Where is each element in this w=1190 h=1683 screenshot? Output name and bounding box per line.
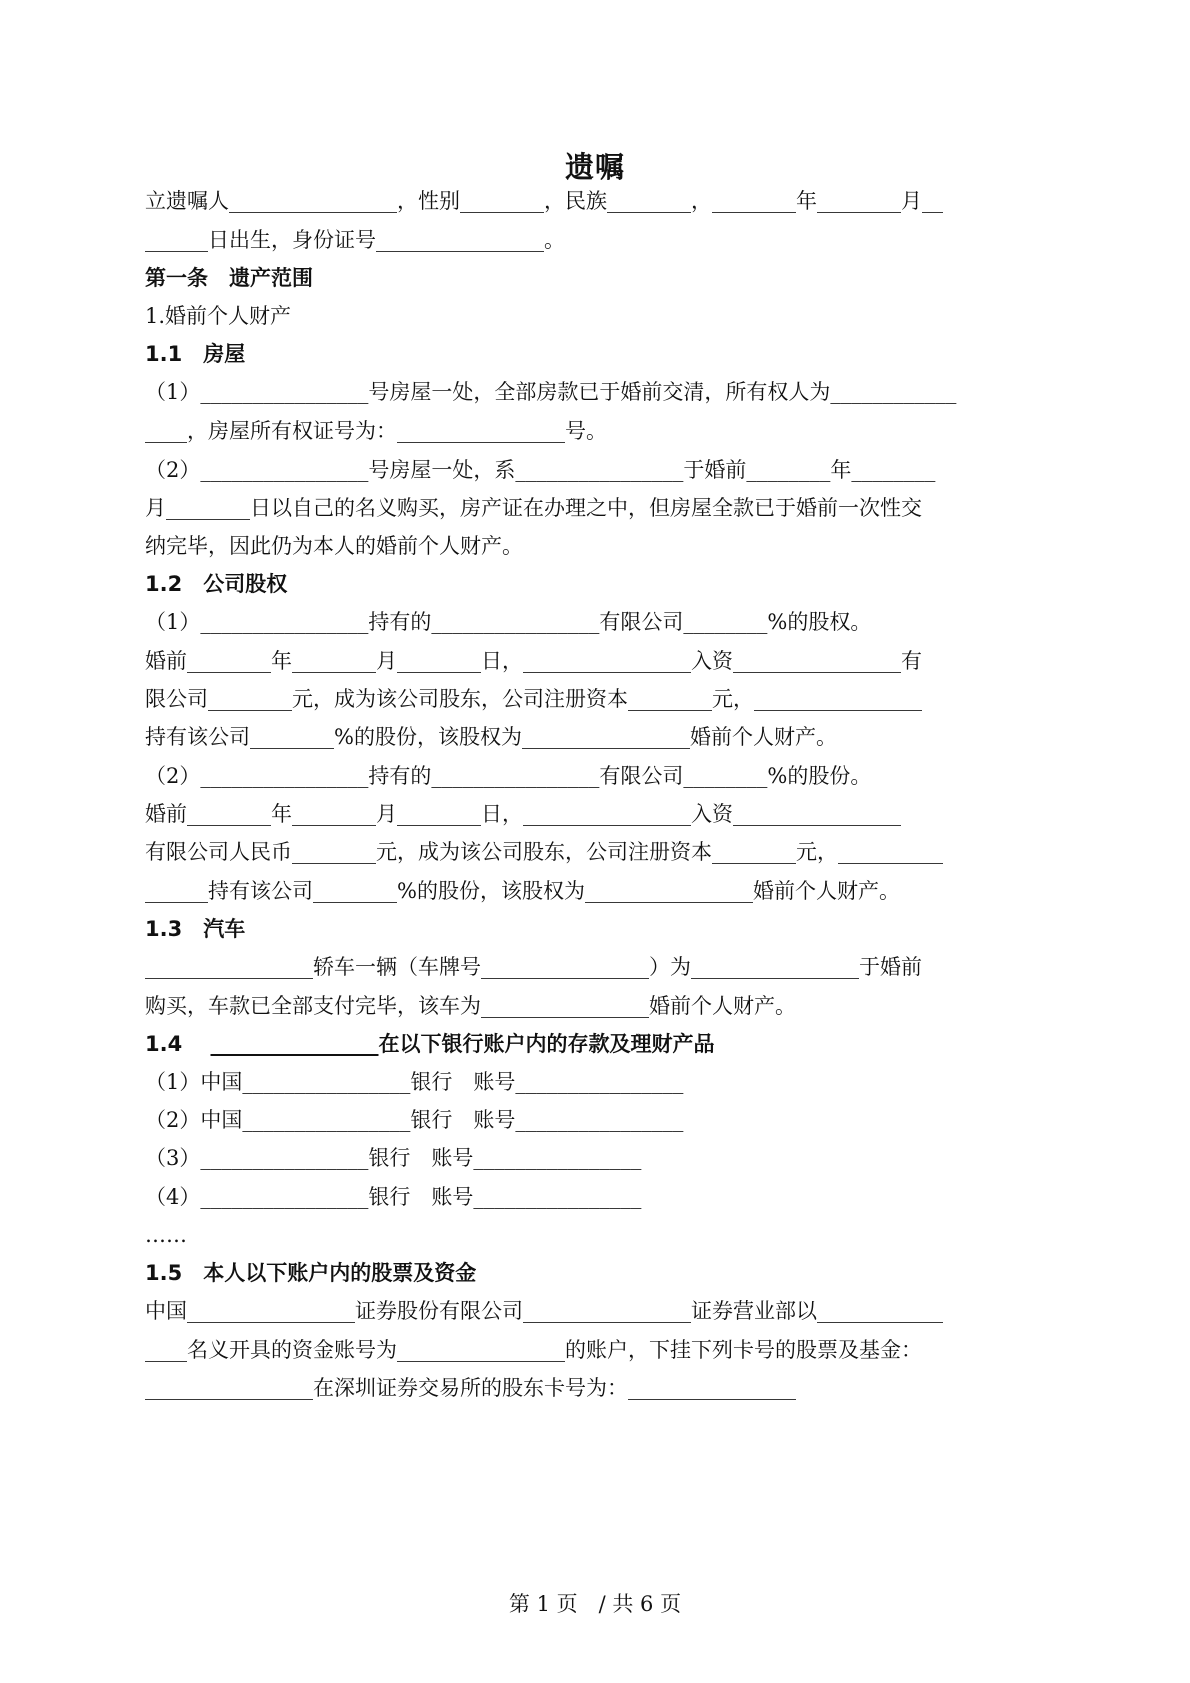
body-line: ____，房屋所有权证号为：________________号。 <box>145 419 607 443</box>
body-line: （1）________________号房屋一处，全部房款已于婚前交清，所有权人为____________ <box>145 380 957 404</box>
body-line: …… <box>145 1223 187 1247</box>
body-line: 有限公司人民币________元，成为该公司股东，公司注册资本________元，__________ <box>145 840 943 864</box>
section-heading: 1.1 房屋 <box>145 342 246 366</box>
body-line: ________________在深圳证券交易所的股东卡号为：________________ <box>145 1376 796 1400</box>
body-line: 中国________________证券股份有限公司________________证券营业部以____________ <box>145 1299 943 1323</box>
body-line: （2）________________持有的________________有限公司________%的股份。 <box>145 764 872 788</box>
body-line: 1.婚前个人财产 <box>145 304 292 328</box>
body-line: 婚前________年________月________日，________________入资________________ <box>145 802 901 826</box>
section-heading: 1.4 ________________在以下银行账户内的存款及理财产品 <box>145 1032 715 1056</box>
body-line: 限公司________元，成为该公司股东，公司注册资本________元，________________ <box>145 687 922 711</box>
body-line: （3）________________银行 账号________________ <box>145 1146 642 1170</box>
body-line: ______日出生，身份证号________________。 <box>145 228 565 252</box>
body-line: （4）________________银行 账号________________ <box>145 1185 642 1209</box>
section-heading: 1.5 本人以下账户内的股票及资金 <box>145 1261 477 1285</box>
body-line: 纳完毕，因此仍为本人的婚前个人财产。 <box>145 534 523 558</box>
body-line: 婚前________年________月________日，________________入资________________有 <box>145 649 922 673</box>
section-heading: 1.2 公司股权 <box>145 572 288 596</box>
body-line: 月________日以自己的名义购买，房产证在办理之中，但房屋全款已于婚前一次性交 <box>145 496 922 520</box>
page-footer: 第 1 页 / 共 6 页 <box>508 1592 682 1616</box>
section-heading: 第一条 遗产范围 <box>145 266 313 290</box>
section-heading: 1.3 汽车 <box>145 917 246 941</box>
body-line: （2）中国________________银行 账号________________ <box>145 1108 684 1132</box>
body-line: （2）________________号房屋一处，系________________于婚前________年________ <box>145 458 936 482</box>
body-line: 立遗嘱人________________，性别________，民族________，________年________月__ <box>145 189 943 213</box>
body-line: ________________轿车一辆（车牌号________________）为________________于婚前 <box>145 955 922 979</box>
document-title: 遗嘱 <box>564 150 625 184</box>
body-line: （1）________________持有的________________有限公司________%的股权。 <box>145 610 872 634</box>
body-line: （1）中国________________银行 账号________________ <box>145 1070 684 1094</box>
body-line: ____名义开具的资金账号为________________的账户，下挂下列卡号的股票及基金： <box>145 1338 922 1362</box>
body-line: ______持有该公司________%的股份，该股权为________________婚前个人财产。 <box>145 879 900 903</box>
body-line: 购买，车款已全部支付完毕，该车为________________婚前个人财产。 <box>145 994 796 1018</box>
body-line: 持有该公司________%的股份，该股权为________________婚前个人财产。 <box>145 725 837 749</box>
